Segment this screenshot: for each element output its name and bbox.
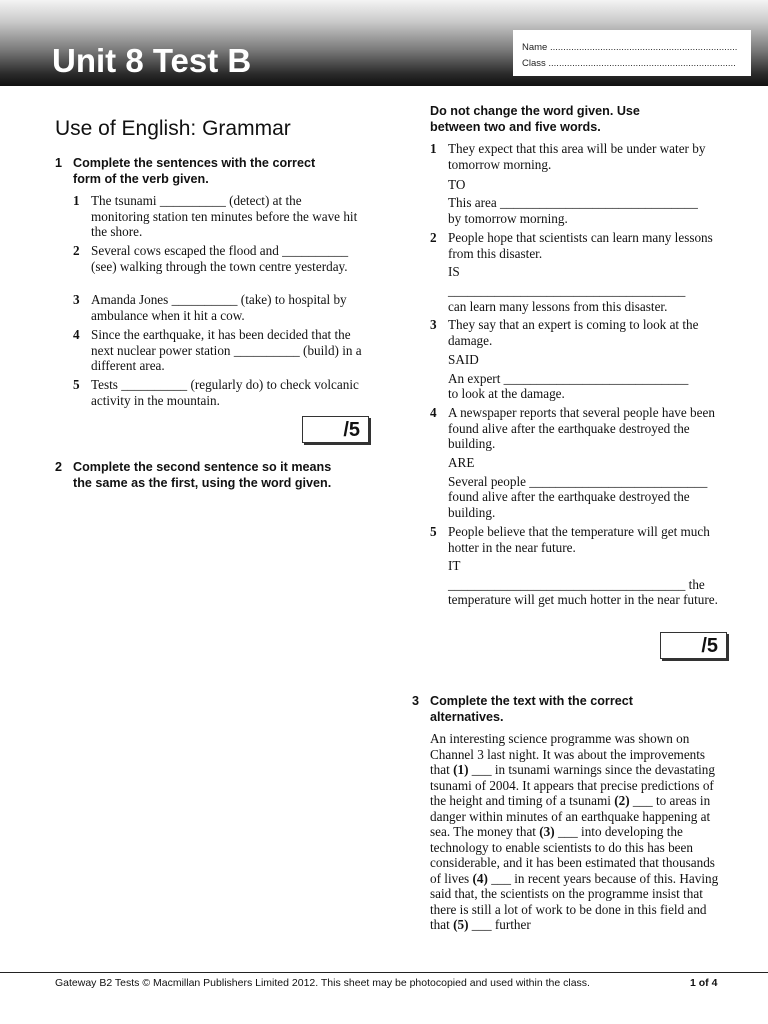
q1-item-text: Since the earthquake, it has been decided that the next nuclear power station __________ (build) in a different area. xyxy=(91,327,362,373)
q2-item-5-continuation: temperature will get much hotter in the near future. xyxy=(448,592,718,607)
q3-gap-3[interactable]: (3) xyxy=(539,824,555,839)
q3-text-paragraph xyxy=(430,731,720,933)
q2-item-2-answer-line[interactable]: ____________________________________ xyxy=(448,283,686,298)
q2-number: 2 xyxy=(55,460,63,474)
class-field[interactable]: Class ....................................................................... xyxy=(522,58,736,69)
q2-item-text: They say that an expert is coming to look at the damage. xyxy=(448,317,699,348)
q3-gap-5[interactable]: (5) xyxy=(453,917,469,932)
q2-item-4-answer-line[interactable]: Several people ___________________________ xyxy=(448,474,708,489)
q1-score-box[interactable]: /5 xyxy=(302,416,369,443)
q2-item-4-continuation: found alive after the earthquake destroyed the building. xyxy=(448,489,690,520)
q1-item-number: 1 xyxy=(73,193,80,208)
q2-item-number: 1 xyxy=(430,141,437,156)
q2-item-1-word: TO xyxy=(448,177,466,192)
q2-item-5-answer-line[interactable]: ____________________________________ the xyxy=(448,577,705,592)
q3-text-part: ___ further xyxy=(468,917,531,932)
q2-item-3-answer-line[interactable]: An expert ____________________________ xyxy=(448,371,689,386)
q1-item-number: 3 xyxy=(73,292,80,307)
q1-item-number: 4 xyxy=(73,327,80,342)
q2-item-number: 3 xyxy=(430,317,437,332)
name-class-box xyxy=(513,30,751,76)
q1-instruction-line1: Complete the sentences with the correct xyxy=(73,156,316,170)
q1-item-number: 2 xyxy=(73,243,80,258)
q1-item-text: Tests __________ (regularly do) to check volcanic activity in the mountain. xyxy=(91,377,359,408)
q2-instruction-line2: the same as the first, using the word given. xyxy=(73,476,332,490)
q3-gap-1[interactable]: (1) xyxy=(453,762,469,777)
q2-note-line1: Do not change the word given. Use xyxy=(430,104,640,118)
q2-instruction xyxy=(73,459,331,491)
q1-instruction-line2: form of the verb given. xyxy=(73,172,209,186)
footer-copyright: Gateway B2 Tests © Macmillan Publishers Limited 2012. This sheet may be photocopied and used within the class. xyxy=(55,977,590,989)
q2-item-text: People believe that the temperature will get much hotter in the near future. xyxy=(448,524,710,555)
q2-instruction-line1: Complete the second sentence so it means xyxy=(73,460,332,474)
q1-heading xyxy=(55,155,375,189)
page-number: 1 of 4 xyxy=(690,977,718,989)
q2-note-line2: between two and five words. xyxy=(430,120,601,134)
q3-text-part: ___ in tsunami warnings since the devastating tsunami of 2004. It appears that precise predictions of the height and timing of a tsunami xyxy=(430,762,715,808)
q2-item-3-continuation: to look at the damage. xyxy=(448,386,565,401)
q3-text-part: ___ to areas in danger within minutes of an earthquake happening at sea. The money that xyxy=(430,793,711,839)
q2-item-number: 2 xyxy=(430,230,437,245)
q2-item-5-word: IT xyxy=(448,558,461,573)
q2-note xyxy=(430,103,730,137)
q2-item-text: People hope that scientists can learn many lessons from this disaster. xyxy=(448,230,713,261)
q2-item-1-continuation: by tomorrow morning. xyxy=(448,211,568,226)
q3-gap-2[interactable]: (2) xyxy=(614,793,630,808)
q2-item-number: 5 xyxy=(430,524,437,539)
q1-item-text: Several cows escaped the flood and __________ (see) walking through the town centre yesterday. xyxy=(91,243,349,274)
q1-number: 1 xyxy=(55,156,63,170)
q2-item-number: 4 xyxy=(430,405,437,420)
q1-item-text: The tsunami __________ (detect) at the monitoring station ten minutes before the wave hit the shore. xyxy=(91,193,358,239)
q1-item-number: 5 xyxy=(73,377,80,392)
q2-item-2-word: IS xyxy=(448,264,460,279)
section-title: Use of English: Grammar xyxy=(55,117,291,140)
q2-item-3-word: SAID xyxy=(448,352,479,367)
q3-gap-4[interactable]: (4) xyxy=(472,870,488,886)
q2-item-1-answer-line[interactable]: This area ______________________________ xyxy=(448,195,698,210)
q3-number: 3 xyxy=(412,694,420,708)
page-title: Unit 8 Test B xyxy=(52,42,252,79)
q3-instruction xyxy=(430,693,633,725)
q3-text-part: An interesting science programme was shown on Channel 3 last night. It was about the improvements that xyxy=(430,731,706,777)
q3-instruction-line1: Complete the text with the correct xyxy=(430,694,633,708)
q2-item-2-continuation: can learn many lessons from this disaster. xyxy=(448,299,668,314)
q1-instruction xyxy=(73,155,315,187)
q3-text-part: ___ in recent years because of this. Having said that, the scientists on the programme insist that there is still a lot of work to be done in this field and that xyxy=(430,870,719,932)
q2-item-4-word: ARE xyxy=(448,455,475,470)
q2-item-text: A newspaper reports that several people have been found alive after the earthquake destroyed the building. xyxy=(448,405,715,451)
q2-score-box[interactable]: /5 xyxy=(660,632,727,659)
q3-heading xyxy=(412,693,732,727)
q3-instruction-line2: alternatives. xyxy=(430,710,504,724)
q2-heading xyxy=(55,459,385,493)
name-field[interactable]: Name ....................................................................... xyxy=(522,42,738,53)
footer-divider xyxy=(0,972,768,973)
q3-text-part: ___ into developing the technology to enable scientists to do this has been considerable, and it has been estimated that thousands of lives xyxy=(430,824,715,886)
q2-item-text: They expect that this area will be under water by tomorrow morning. xyxy=(448,141,706,172)
q1-item-text: Amanda Jones __________ (take) to hospital by ambulance when it hit a cow. xyxy=(91,292,347,323)
